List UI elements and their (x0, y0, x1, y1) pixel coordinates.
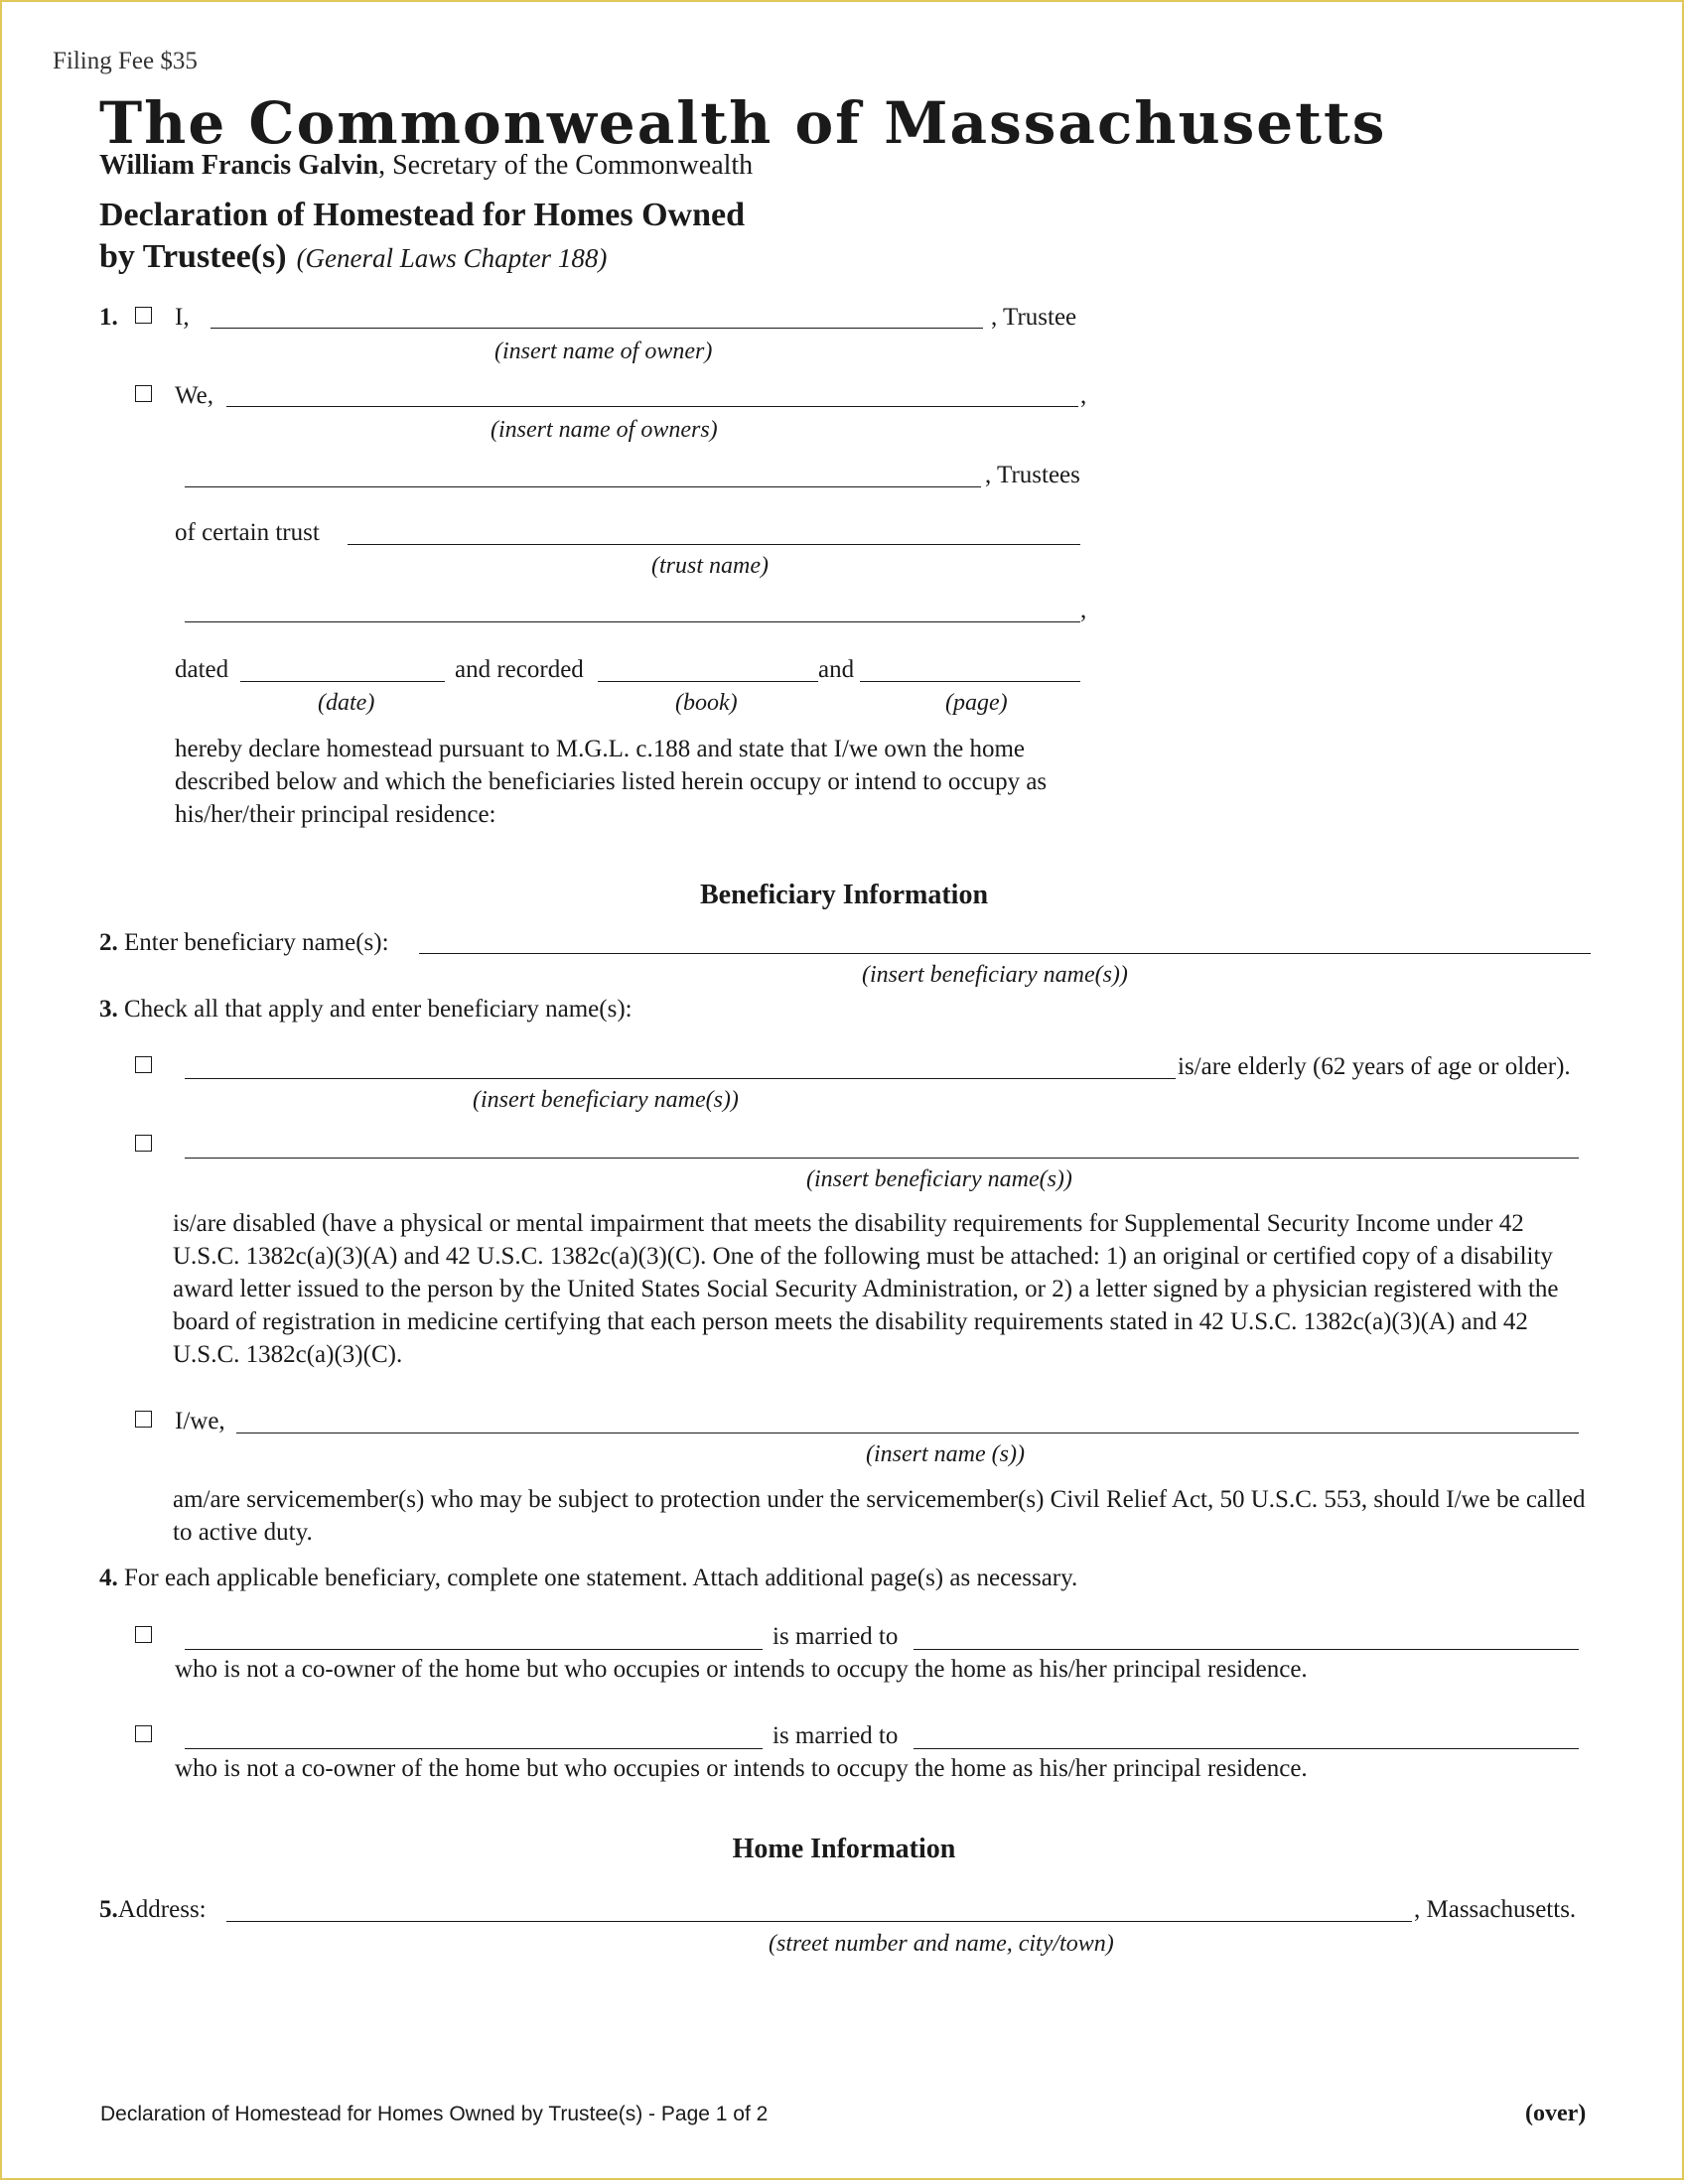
elderly-suffix: is/are elderly (62 years of age or older). (1178, 1053, 1571, 1080)
section-5-number: 5. (99, 1896, 118, 1923)
section-5-label: Address: (117, 1896, 207, 1923)
checkbox-elderly[interactable] (135, 1056, 152, 1073)
checkbox-servicemember[interactable] (135, 1411, 152, 1428)
servicemember-caption: (insert name (s)) (866, 1441, 1025, 1467)
trust-name-field-2[interactable] (185, 621, 1080, 622)
trust-comma: , (1080, 597, 1087, 623)
disabled-caption: (insert beneficiary name(s)) (806, 1166, 1072, 1192)
label-we: We, (175, 382, 213, 409)
book-caption: (book) (675, 690, 738, 716)
trustee-suffix: , Trustee (991, 304, 1077, 331)
married-beneficiary-field-2[interactable] (185, 1748, 763, 1749)
section-4-number: 4. (99, 1565, 118, 1591)
form-citation: (General Laws Chapter 188) (296, 243, 608, 273)
section-5 (99, 1895, 207, 1925)
section-4-label: For each applicable beneficiary, complete one statement. Attach additional page(s) as necessary. (124, 1565, 1078, 1591)
owners-name-field-2[interactable] (185, 486, 981, 487)
declaration-text: hereby declare homestead pursuant to M.G.L. c.188 and state that I/we own the home described below and which the beneficiaries listed herein occupy or intend to occupy as his/her/their principal residence: (175, 736, 1048, 828)
section-3-label: Check all that apply and enter beneficiary name(s): (124, 996, 633, 1023)
address-suffix: , Massachusetts. (1414, 1896, 1577, 1923)
iwe-label: I/we, (175, 1408, 225, 1434)
trustees-suffix: , Trustees (985, 462, 1080, 488)
secretary-name: William Francis Galvin (99, 150, 379, 181)
beneficiary-caption: (insert beneficiary name(s)) (862, 962, 1128, 988)
checkbox-i[interactable] (135, 307, 152, 324)
checkbox-married-1[interactable] (135, 1626, 152, 1643)
owners-name-field[interactable] (226, 406, 1078, 407)
we-comma: , (1080, 382, 1087, 409)
book-field[interactable] (598, 681, 818, 682)
secretary-line (99, 151, 753, 181)
spouse-name-field-2[interactable] (914, 1748, 1579, 1749)
coowner-text-1: who is not a co-owner of the home but who occupies or intends to occupy the home as his/her principal residence. (175, 1656, 1308, 1683)
section-2-number: 2. (99, 929, 118, 956)
page-field[interactable] (860, 681, 1080, 682)
address-field[interactable] (226, 1921, 1412, 1922)
checkbox-disabled[interactable] (135, 1135, 152, 1152)
trust-caption: (trust name) (651, 553, 769, 579)
servicemember-text: am/are servicemember(s) who may be subject to protection under the servicemember(s) Civil Relief Act, 50 U.S.C. 553, should I/we be called to active duty. (173, 1486, 1586, 1546)
section-3 (99, 995, 633, 1024)
owners-caption: (insert name of owners) (491, 417, 718, 443)
dated-label: dated (175, 656, 229, 683)
commonwealth-title: The Commonwealth of Massachusetts (99, 89, 1387, 157)
recorded-label: and recorded (455, 656, 584, 683)
spouse-name-field-1[interactable] (914, 1649, 1579, 1650)
home-heading: Home Information (732, 1834, 956, 1864)
elderly-name-field[interactable] (185, 1078, 1176, 1079)
address-caption: (street number and name, city/town) (769, 1931, 1114, 1957)
coowner-text-2: who is not a co-owner of the home but who occupies or intends to occupy the home as his/her principal residence. (175, 1755, 1308, 1782)
beneficiary-heading: Beneficiary Information (699, 880, 989, 910)
owner-caption: (insert name of owner) (494, 339, 713, 364)
date-field[interactable] (240, 681, 445, 682)
section-2 (99, 928, 389, 958)
page-caption: (page) (945, 690, 1008, 716)
section-2-label: Enter beneficiary name(s): (124, 929, 389, 956)
and-label: and (818, 656, 855, 683)
checkbox-we[interactable] (135, 385, 152, 402)
date-caption: (date) (318, 690, 375, 716)
footer-page-info: Declaration of Homestead for Homes Owned by Trustee(s) - Page 1 of 2 (100, 2103, 769, 2125)
trust-name-field[interactable] (348, 544, 1080, 545)
married-label-2: is married to (773, 1722, 899, 1749)
section-1-number: 1. (99, 304, 118, 331)
form-title-trustee: by Trustee(s) (99, 238, 287, 275)
married-beneficiary-field-1[interactable] (185, 1649, 763, 1650)
form-title: Declaration of Homestead for Homes Owned (99, 197, 745, 233)
footer-over: (over) (1525, 2101, 1587, 2126)
filing-fee: Filing Fee $35 (53, 48, 198, 74)
married-label-1: is married to (773, 1623, 899, 1650)
disabled-name-field[interactable] (185, 1158, 1579, 1159)
label-i: I, (175, 304, 190, 331)
beneficiary-name-field[interactable] (419, 953, 1591, 954)
checkbox-married-2[interactable] (135, 1725, 152, 1742)
trust-label: of certain trust (175, 519, 320, 546)
elderly-caption: (insert beneficiary name(s)) (473, 1087, 739, 1113)
secretary-title: , Secretary of the Commonwealth (378, 150, 754, 181)
form-title-line2 (99, 238, 607, 276)
section-3-number: 3. (99, 996, 118, 1023)
disabled-text: is/are disabled (have a physical or mental impairment that meets the disability requirements for Supplemental Security Income under 42 U.S.C. 1382c(a)(3)(A) and 42 U.S.C. 1382c(a)(3)(C). One of the following must be attached: 1) an original or certified copy of a disability award letter issued to the person by the United States Social Security Administration, or 2) a letter signed by a physician registered with the board of registration in medicine certifying that each person meets the disability requirements stated in 42 U.S.C. 1382c(a)(3)(A) and 42 U.S.C. 1382c(a)(3)(C). (173, 1210, 1559, 1368)
owner-name-field[interactable] (211, 328, 983, 329)
section-4 (99, 1564, 1077, 1593)
